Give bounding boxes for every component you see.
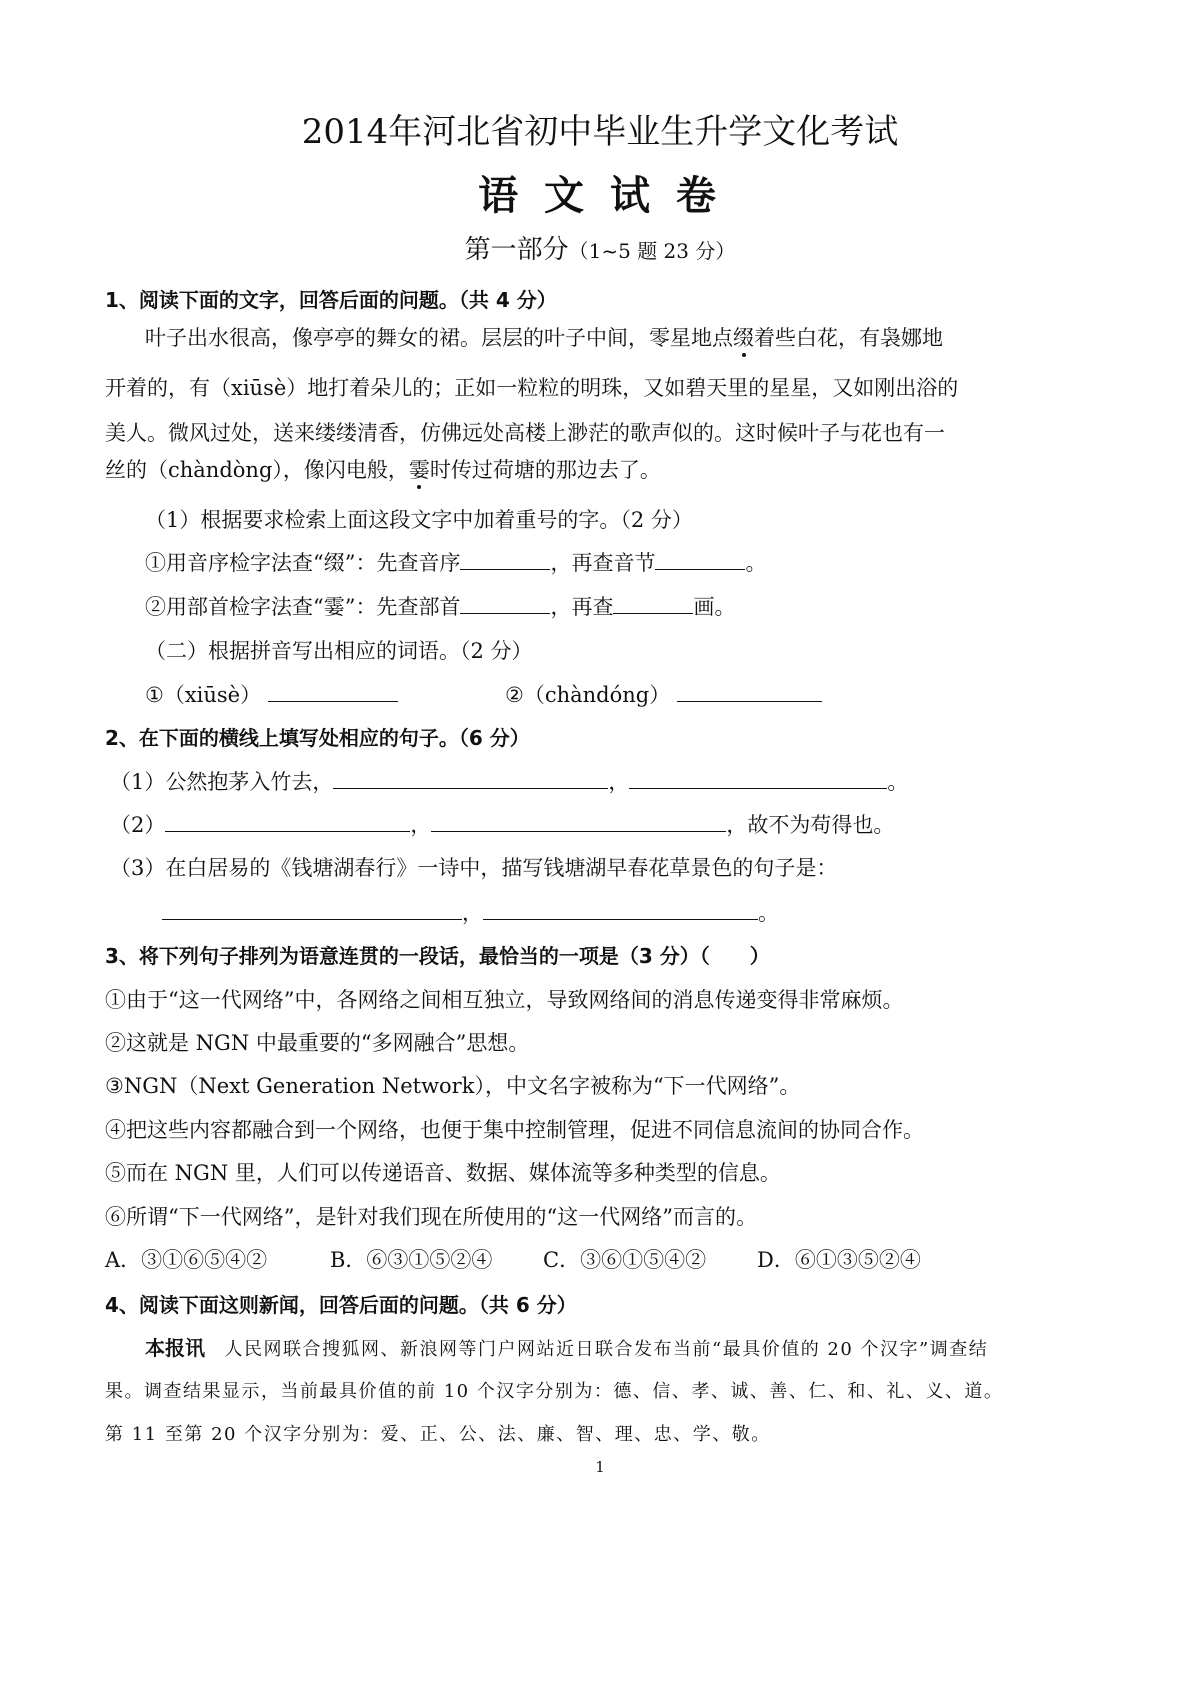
q3-sentence-4: ④把这些内容都融合到一个网络，也便于集中控制管理，促进不同信息流间的协同合作。 [105, 1118, 924, 1142]
news-line-3: 第 11 至第 20 个汉字分别为：爱、正、公、法、廉、智、理、忠、学、敬。 [105, 1424, 771, 1445]
q2-line-1 [110, 767, 908, 797]
passage-text: 叶子出水很高，像亭亭的舞女的裙。层层的叶子中间，零星地点 [145, 326, 733, 350]
answer-blank[interactable] [268, 681, 398, 702]
q1-pinyin-item-2 [505, 680, 822, 710]
answer-blank[interactable] [460, 549, 550, 570]
item-text: ②用部首检字法查“霎”：先查部首 [145, 595, 461, 619]
news-lead: 本报讯 [145, 1336, 205, 1360]
q3-option-a: A．③①⑥⑤④② [105, 1248, 268, 1272]
pinyin-label: ①（xiūsè） [145, 683, 262, 707]
q1-heading: 1、阅读下面的文字，回答后面的问题。（共 4 分） [105, 288, 557, 312]
line-text: ， [410, 813, 432, 837]
q3-sentence-2: ②这就是 NGN 中最重要的“多网融合”思想。 [105, 1031, 530, 1055]
q1-sub-question-2: （二）根据拼音写出相应的词语。（2 分） [145, 639, 533, 663]
news-line-2: 果。调查结果显示，当前最具价值的前 10 个汉字分别为：德、信、孝、诚、善、仁、和、礼、义、道。 [105, 1381, 1004, 1402]
q3-option-b: B．⑥③①⑤②④ [330, 1248, 493, 1272]
news-text: 人民网联合搜狐网、新浪网等门户网站近日联合发布当前“最具价值的 20 个汉字”调查结 [224, 1339, 989, 1360]
part-heading [0, 232, 1200, 269]
line-text: 。 [758, 901, 779, 925]
answer-blank[interactable] [483, 899, 758, 920]
passage-text: 丝的（chàndòng），像闪电般， [105, 458, 409, 482]
answer-blank[interactable] [613, 593, 693, 614]
news-line-1 [145, 1333, 988, 1365]
passage-line-4 [105, 455, 661, 485]
line-text: （1）公然抱茅入竹去， [110, 770, 334, 794]
answer-blank[interactable] [655, 549, 745, 570]
q3-option-c: C．③⑥①⑤④② [543, 1248, 707, 1272]
q1-item-1 [145, 548, 766, 578]
passage-text: 着些白花，有袅娜地 [754, 326, 943, 350]
answer-blank[interactable] [677, 681, 822, 702]
passage-text: 时传过荷塘的那边去了。 [429, 458, 661, 482]
q1-item-2 [145, 592, 735, 622]
answer-blank[interactable] [460, 593, 550, 614]
q3-heading: 3、将下列句子排列为语意连贯的一段话，最恰当的一项是（3 分）（ ） [105, 944, 770, 968]
q3-option-d: D．⑥①③⑤②④ [757, 1248, 921, 1272]
line-text: ， [608, 770, 630, 794]
passage-line-1 [145, 323, 943, 353]
answer-blank[interactable] [629, 768, 887, 789]
answer-blank[interactable] [162, 899, 462, 920]
item-text: 画。 [693, 595, 736, 619]
page-number: 1 [595, 1458, 605, 1476]
answer-blank[interactable] [333, 768, 608, 789]
line-text: ，故不为苟得也。 [726, 813, 895, 837]
pinyin-label: ②（chàndóng） [505, 683, 671, 707]
part-detail: （1~5 题 23 分） [568, 239, 736, 263]
q4-heading: 4、阅读下面这则新闻，回答后面的问题。（共 6 分） [105, 1293, 577, 1317]
passage-line-3: 美人。微风过处，送来缕缕清香，仿佛远处高楼上渺茫的歌声似的。这时候叶子与花也有一 [105, 421, 945, 445]
q3-sentence-5: ⑤而在 NGN 里，人们可以传递语音、数据、媒体流等多种类型的信息。 [105, 1161, 781, 1185]
item-text: 。 [745, 551, 767, 575]
item-text: ，再查音节 [550, 551, 656, 575]
q2-line-2 [110, 810, 894, 840]
passage-line-2: 开着的，有（xiūsè）地打着朵儿的；正如一粒粒的明珠，又如碧天里的星星，又如刚出浴的 [105, 376, 959, 400]
line-text: ， [462, 901, 483, 925]
part-label: 第一部分 [464, 235, 569, 265]
q2-line-3: （3）在白居易的《钱塘湖春行》一诗中，描写钱塘湖早春花草景色的句子是： [110, 856, 838, 880]
subject-title: 语 文 试 卷 [478, 172, 722, 219]
q1-pinyin-item-1 [145, 680, 398, 710]
answer-blank[interactable] [431, 811, 726, 832]
emphasis-char-sha: 霎 [409, 455, 430, 485]
q2-line-4 [162, 898, 779, 928]
q3-sentence-3: ③NGN（Next Generation Network），中文名字被称为“下一代网络”。 [105, 1074, 801, 1098]
item-text: ，再查 [550, 595, 614, 619]
line-text: （2） [110, 813, 166, 837]
line-text: 。 [887, 770, 909, 794]
q3-sentence-6: ⑥所谓“下一代网络”，是针对我们现在所使用的“这一代网络”而言的。 [105, 1205, 757, 1229]
q2-heading: 2、在下面的横线上填写处相应的句子。（6 分） [105, 726, 530, 750]
emphasis-char-zhui: 缀 [733, 323, 754, 353]
exam-title: 2014年河北省初中毕业生升学文化考试 [301, 112, 899, 152]
q1-sub-question-1: （1）根据要求检索上面这段文字中加着重号的字。（2 分） [145, 508, 693, 532]
answer-blank[interactable] [165, 811, 410, 832]
q3-sentence-1: ①由于“这一代网络”中，各网络之间相互独立，导致网络间的消息传递变得非常麻烦。 [105, 988, 904, 1012]
item-text: ①用音序检字法查“缀”：先查音序 [145, 551, 461, 575]
